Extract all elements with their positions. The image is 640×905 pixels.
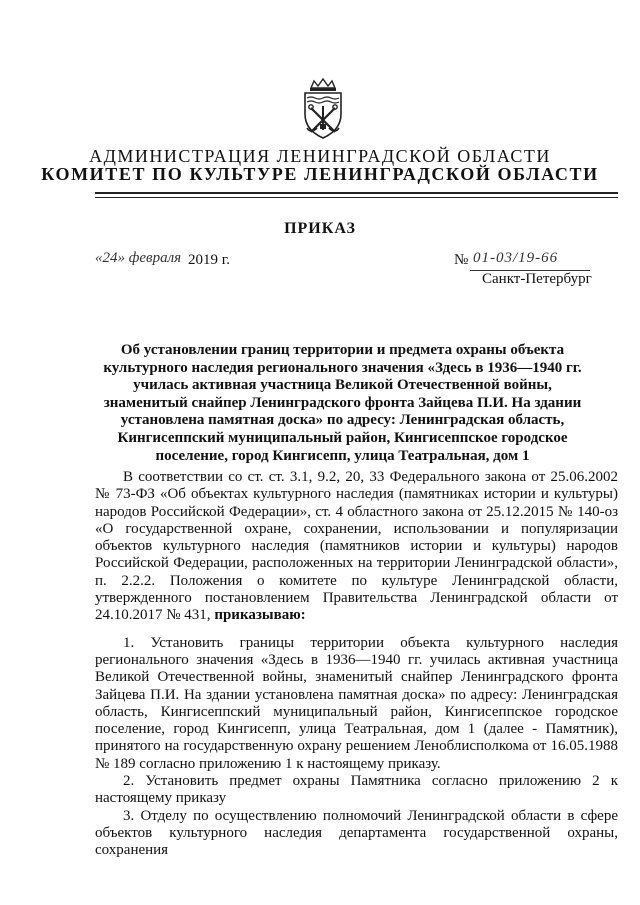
city: Санкт-Петербург — [482, 271, 592, 287]
date-handwritten: «24» февраля — [95, 250, 182, 266]
order-body — [95, 469, 618, 860]
preamble-paragraph — [95, 469, 618, 625]
date-year: 2019 г. — [188, 252, 230, 268]
administration-title: АДМИНИСТРАЦИЯ ЛЕНИНГРАДСКОЙ ОБЛАСТИ — [89, 146, 551, 166]
header-divider-thin — [95, 197, 618, 198]
item-3: 3. Отделу по осуществлению полномочий Ленинградской области в сфере объектов культурного наследия департамента государственной охраны, сохранения — [95, 807, 618, 859]
number-label: № — [454, 252, 469, 268]
coat-of-arms-icon — [297, 78, 349, 140]
document-type: ПРИКАЗ — [284, 220, 356, 237]
item-1: 1. Установить границы территории объекта культурного наследия регионального значения «Здесь в 1936—1940 гг. училась активная участница Великой Отечественной войны, знаменитый снайпер Ленинградского фронта Зайцева П.И. На здании установлена памятная доска» по адресу: Ленинградская область, Кингисеппский муниципальный район, Кингисеппское городское поселение, город Кингисепп, улица Театральная, дом 1 (далее - Памятник), принятого на государственную охрану решением Леноблисполкома от 16.05.1988 № 189 согласно приложению 1 к настоящему приказу. — [95, 634, 618, 772]
item-2: 2. Установить предмет охраны Памятника согласно приложению 2 к настоящему приказу — [95, 773, 618, 807]
preamble-text: В соответствии со ст. ст. 3.1, 9.2, 20, 33 Федерального закона от 25.06.2002 № 73-ФЗ «Об объектах культурного наследия (памятниках истории и культуры) народов Российской Федерации», ст. 4 областного закона от 25.12.2015 № 140-оз «О государственной охране, сохранении, использовании и популяризации объектов культурного наследия (памятников истории и культуры) народов Российской Федерации, расположенных на территории Ленинградской области», п. 2.2.2. Положения о комитете по культуре Ленинградской области, утвержденного постановлением Правительства Ленинградской области от 24.10.2017 № 431, — [95, 469, 618, 624]
header-divider-thick — [95, 192, 618, 194]
committee-title: КОМИТЕТ ПО КУЛЬТУРЕ ЛЕНИНГРАДСКОЙ ОБЛАСТИ — [41, 164, 599, 184]
number-handwritten: 01-03/19-66 — [473, 250, 559, 266]
order-title: Об установлении границ территории и предмета охраны объекта культурного наследия регионального значения «Здесь в 1936—1940 гг. училась активная участница Великой Отечественной войны, знаменитый снайпер Ленинградского фронта Зайцева П.И. На здании установлена памятная доска» по адресу: Ленинградская область, Кингисеппский муниципальный район, Кингисеппское городское поселение, город Кингисепп, улица Театральная, дом 1 — [103, 342, 582, 464]
order-word: приказываю: — [214, 607, 306, 624]
